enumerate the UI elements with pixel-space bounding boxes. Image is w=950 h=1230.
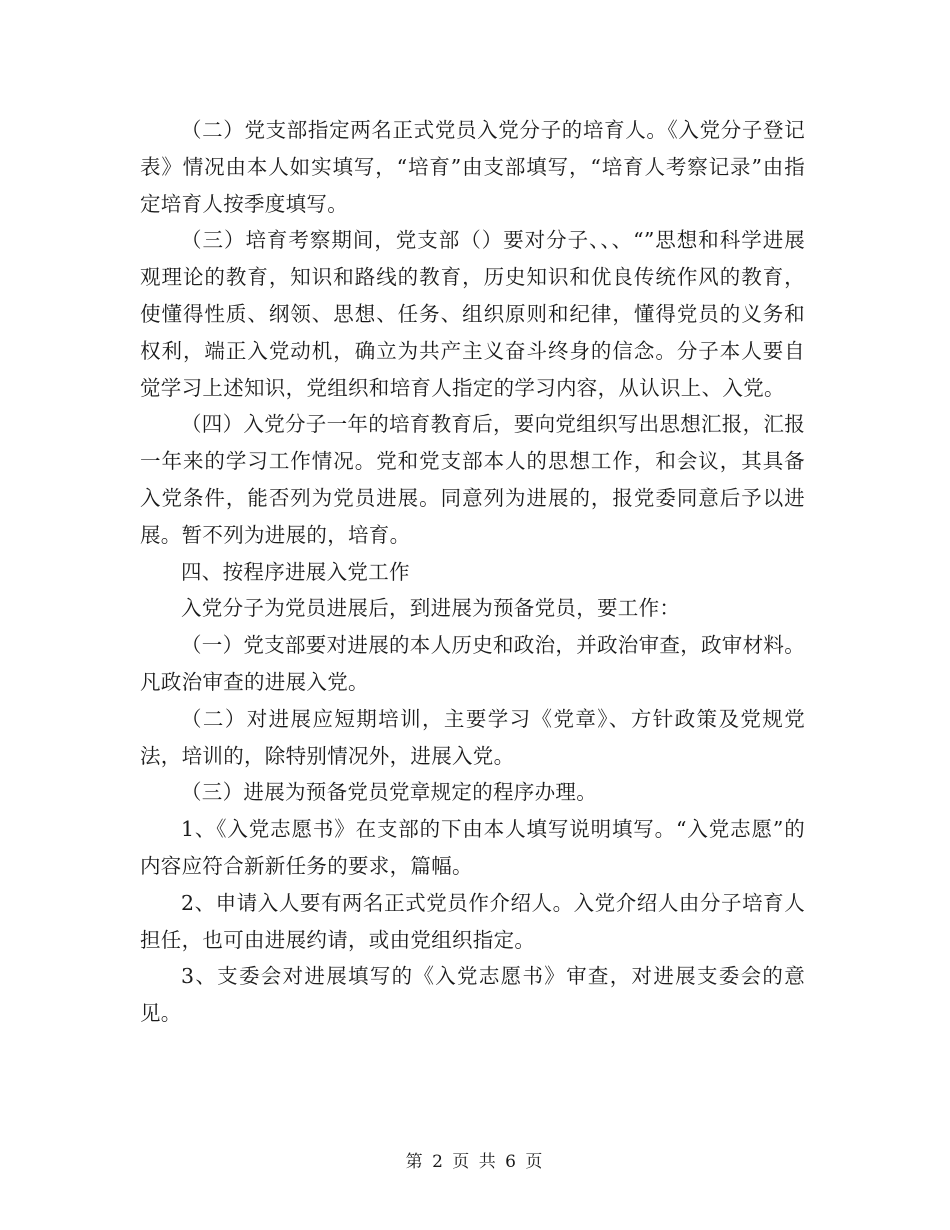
paragraph: （三）进展为预备党员党章规定的程序办理。 — [181, 780, 597, 805]
paragraph: 2、申请入人要有两名正式党员作介绍人。入党介绍人由分子培育人担任，也可由进展约请，或由党组织指定。 — [140, 890, 805, 952]
paragraph: 1、《入党志愿书》在支部的下由本人填写说明填写。“入党志愿”的内容应符合新新任务的要求，篇幅。 — [140, 817, 805, 878]
paragraph: （二）党支部指定两名正式党员入党分子的培育人。《入党分子登记表》情况由本人如实填写，“培育”由支部填写，“培育人考察记录”由指定培育人按季度填写。 — [140, 118, 805, 216]
paragraph: （三）培育考察期间，党支部（）要对分子、、、“”思想和科学进展观理论的教育，知识和路线的教育，历史知识和优良传统作风的教育，使懂得性质、纲领、思想、任务、组织原则和纪律，懂得党员的义务和权利，端正入党动机，确立为共产主义奋斗终身的信念。分子本人要自觉学习上述知识，党组织和培育人指定的学习内容，从认识上、入党。 — [140, 228, 805, 400]
section-heading: 四、按程序进展入党工作 — [181, 559, 410, 584]
paragraph: （一）党支部要对进展的本人历史和政治，并政治审查，政审材料。凡政治审查的进展入党。 — [140, 633, 805, 694]
paragraph: 入党分子为党员进展后，到进展为预备党员，要工作： — [181, 596, 681, 621]
paragraph: 3、支委会对进展填写的《入党志愿书》审查，对进展支委会的意见。 — [140, 964, 805, 1026]
page-number-footer: 第 2 页 共 6 页 — [405, 1152, 545, 1172]
document-body — [140, 112, 805, 1032]
paragraph: （二）对进展应短期培训，主要学习《党章》、方针政策及党规党法，培训的，除特别情况外，进展入党。 — [140, 706, 805, 768]
paragraph: （四）入党分子一年的培育教育后，要向党组织写出思想汇报，汇报一年来的学习工作情况。党和党支部本人的思想工作，和会议，其具备入党条件，能否列为党员进展。同意列为进展的，报党委同意后予以进展。暂不列为进展的，培育。 — [140, 412, 805, 547]
